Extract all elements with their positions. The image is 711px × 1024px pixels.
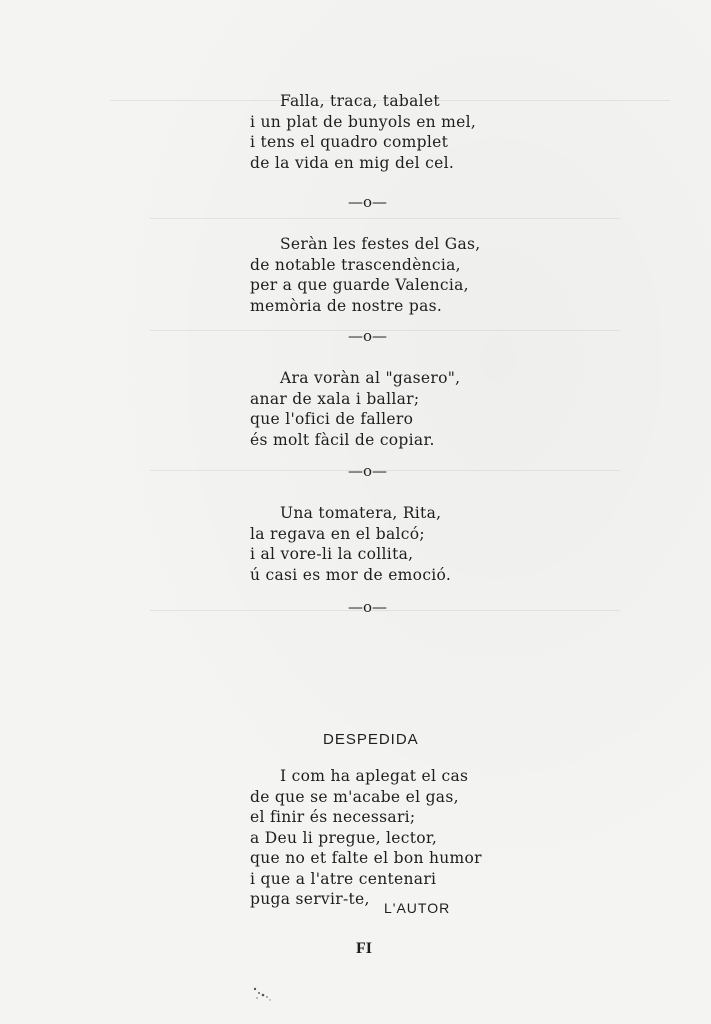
show-through-line <box>150 218 620 219</box>
verse-line: el finir és necessari; <box>250 808 416 826</box>
verse-line: puga servir-te, <box>250 890 370 908</box>
verse-line: Falla, traca, tabalet <box>280 92 440 110</box>
verse-line: la regava en el balcó; <box>250 524 425 543</box>
verse-line: Una tomatera, Rita, <box>280 504 442 522</box>
stanza-1 <box>250 91 476 173</box>
verse-line: de la vida en mig del cel. <box>250 153 455 172</box>
verse-line: que no et falte el bon humor <box>250 849 482 867</box>
author-signature: L'AUTOR <box>384 900 451 916</box>
verse-line: I com ha aplegat el cas <box>280 767 469 785</box>
verse-line: per a que guarde Valencia, <box>250 276 469 294</box>
verse-line: Seràn les festes del Gas, <box>280 235 481 253</box>
verse-line: de notable trascendència, <box>250 255 461 274</box>
farewell-heading: DESPEDIDA <box>323 731 419 748</box>
verse-line: i un plat de bunyols en mel, <box>250 112 477 131</box>
section-divider: —o— <box>348 193 388 211</box>
verse-line: memòria de nostre pas. <box>250 296 443 315</box>
stanza-2 <box>250 234 481 316</box>
section-divider: —o— <box>348 598 388 616</box>
verse-line: a Deu li pregue, lector, <box>250 828 438 847</box>
section-divider: —o— <box>348 462 388 480</box>
verse-line: i que a l'atre centenari <box>250 869 437 888</box>
stanza-4 <box>250 503 451 585</box>
section-divider: —o— <box>348 327 388 345</box>
stanza-3 <box>250 368 460 450</box>
verse-line: anar de xala i ballar; <box>250 389 420 408</box>
verse-line: és molt fàcil de copiar. <box>250 430 435 449</box>
verse-line: de que se m'acabe el gas, <box>250 787 459 806</box>
verse-line: i al vore-li la collita, <box>250 545 414 563</box>
ink-smudge-icon <box>250 985 276 1003</box>
verse-line: Ara voràn al "gasero", <box>280 369 461 387</box>
verse-line: que l'ofici de fallero <box>250 410 414 428</box>
farewell-stanza <box>250 766 482 910</box>
verse-line: ú casi es mor de emoció. <box>250 565 452 584</box>
verse-line: i tens el quadro complet <box>250 133 449 151</box>
end-mark: FI <box>356 940 372 957</box>
